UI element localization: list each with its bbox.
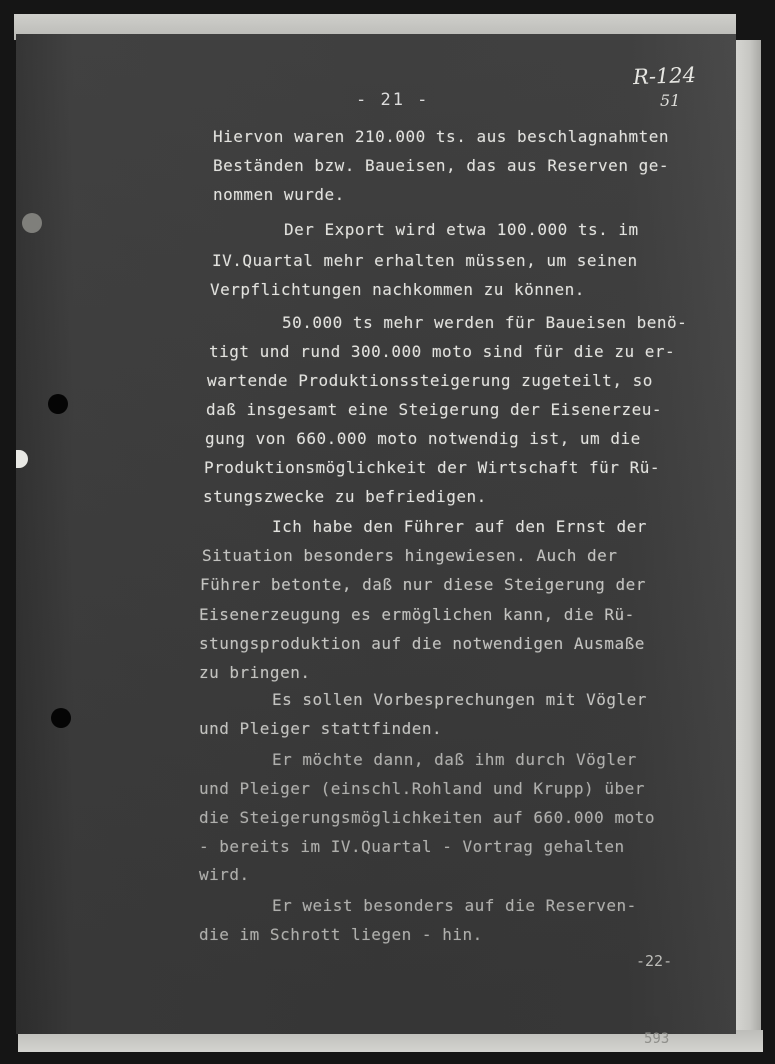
text-line: stungsproduktion auf die notwendigen Ausmaße	[199, 634, 645, 653]
text-line: Ich habe den Führer auf den Ernst der	[272, 517, 647, 536]
text-line: Er möchte dann, daß ihm durch Vögler	[272, 750, 637, 769]
text-line: Situation besonders hingewiesen. Auch der	[202, 546, 618, 565]
text-line: die Steigerungsmöglichkeiten auf 660.000 moto	[199, 808, 655, 827]
text-line: - bereits im IV.Quartal - Vortrag gehalten	[199, 837, 625, 856]
text-line: Beständen bzw. Baueisen, das aus Reserven ge-	[213, 156, 669, 175]
text-line: Es sollen Vorbesprechungen mit Vögler	[272, 690, 647, 709]
text-line: und Pleiger (einschl.Rohland und Krupp) über	[199, 779, 645, 798]
archive-reference: R-124	[632, 62, 697, 90]
text-line: Er weist besonders auf die Reserven-	[272, 896, 637, 915]
text-line: wird.	[199, 865, 250, 884]
text-line: zu bringen.	[199, 663, 311, 682]
text-line: 50.000 ts mehr werden für Baueisen benö-	[282, 313, 688, 332]
text-line: daß insgesamt eine Steigerung der Eisenerzeu-	[206, 400, 662, 419]
text-line: Der Export wird etwa 100.000 ts. im	[284, 220, 639, 239]
page-number: - 21 -	[356, 90, 430, 110]
text-line: und Pleiger stattfinden.	[199, 719, 443, 738]
archive-sheet-number: 51	[660, 91, 681, 110]
text-line: wartende Produktionssteigerung zugeteilt, so	[207, 371, 653, 390]
next-page-marker: -22-	[636, 952, 673, 970]
bottom-stamp-number: 593	[644, 1031, 670, 1047]
text-line: Führer betonte, daß nur diese Steigerung der	[200, 575, 646, 594]
text-line: die im Schrott liegen - hin.	[199, 925, 483, 944]
text-line: Produktionsmöglichkeit der Wirtschaft für Rü-	[204, 458, 660, 477]
text-line: Eisenerzeugung es ermöglichen kann, die Rü-	[199, 605, 635, 624]
text-line: gung von 660.000 moto notwendig ist, um die	[205, 429, 641, 448]
text-line: Verpflichtungen nachkommen zu können.	[210, 280, 585, 299]
text-line: IV.Quartal mehr erhalten müssen, um seinen	[212, 251, 638, 270]
photo-border-right	[733, 40, 761, 1048]
text-line: nommen wurde.	[213, 185, 345, 204]
text-line: tigt und rund 300.000 moto sind für die zu er-	[209, 342, 676, 361]
document-body	[16, 34, 736, 1034]
document-page	[16, 34, 736, 1047]
text-line: stungszwecke zu befriedigen.	[203, 487, 487, 506]
text-line: Hiervon waren 210.000 ts. aus beschlagnahmten	[213, 127, 669, 146]
